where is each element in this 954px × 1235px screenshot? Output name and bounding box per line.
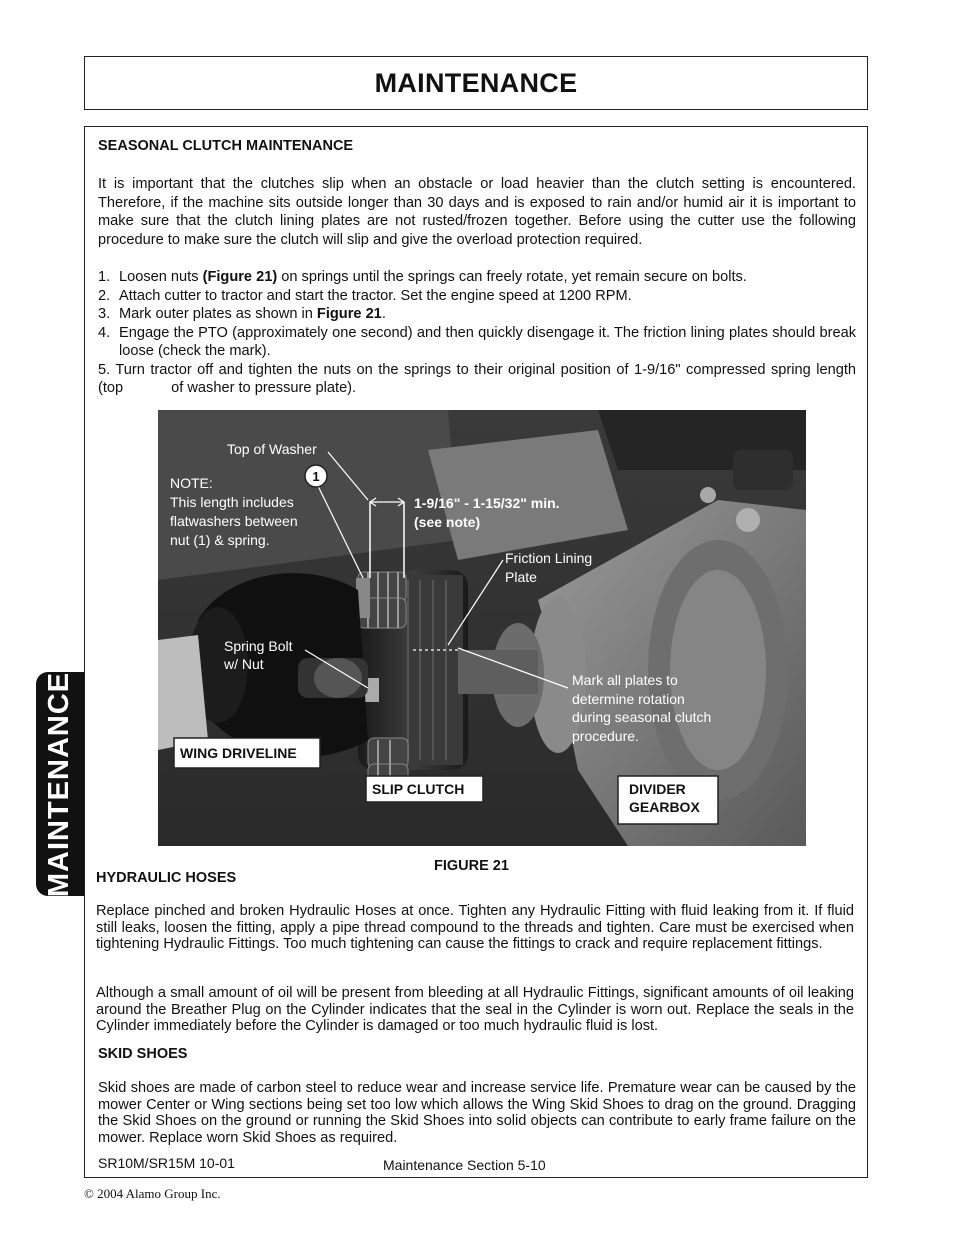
hydraulic-section-title: HYDRAULIC HOSES: [96, 870, 237, 886]
step-2: [98, 287, 856, 306]
label-mark-line-3: during seasonal clutch: [572, 709, 712, 725]
step-3: [98, 305, 856, 324]
skid-paragraph: Skid shoes are made of carbon steel to reduce wear and increase service life. Premature wear can be caused by the mower Center or Wing sections being set too low which allows the Wing Skid Shoes to drag on the ground. Dragging the Skid Shoes on the ground or running the Skid Shoes into solid objects can contribute to early frame failure on the mower. Replace worn Skid Shoes as required.: [98, 1080, 856, 1147]
step-text: Loosen nuts: [119, 269, 203, 285]
step-text: of washer to pressure plate).: [171, 380, 357, 396]
dimension-line-1: 1-9/16" - 1-15/32" min.: [414, 495, 560, 511]
box-divider-line-2: GEARBOX: [629, 799, 700, 815]
step-text: Engage the PTO (approximately one second) and then quickly disengage it. The friction lining plates should break loose (check the mark).: [119, 324, 856, 359]
callout-number: 1: [312, 469, 320, 484]
box-slip-clutch: SLIP CLUTCH: [372, 781, 465, 797]
step-number: 3.: [98, 306, 111, 322]
page-title: MAINTENANCE: [374, 67, 578, 98]
clutch-photo-illustration: [158, 410, 806, 846]
hydraulic-paragraph-2: Although a small amount of oil will be present from bleeding at all Hydraulic Fittings, significant amounts of oil leaking around the Breather Plug on the Cylinder indicates that the seal in the Cylinder is worn out. Replace the seals in the Cylinder immediately before the Cylinder is damaged or too much hydraulic fluid is lost.: [96, 985, 854, 1035]
step-text: Mark outer plates as shown in: [119, 306, 317, 322]
label-mark-line-1: Mark all plates to: [572, 672, 678, 688]
seasonal-intro: It is important that the clutches slip when an obstacle or load heavier than the clutch setting is encountered. Therefore, if the machine sits outside longer than 30 days and is exposed to rain and/or humid air it is important to make sure that the clutch lining plates are not rusted/frozen together. Before using the cutter use the following procedure to make sure the clutch will slip and give the overload protection required.: [98, 176, 856, 248]
figure-reference: Figure 21: [316, 306, 382, 322]
figure-reference: (Figure 21): [202, 269, 278, 285]
hydraulic-paragraph-1: Replace pinched and broken Hydraulic Hoses at once. Tighten any Hydraulic Fitting with fluid leaking from it. If fluid still leaks, loosen the fitting, apply a pipe thread compound to the threads and tighten. Care must be exercised when tightening Hydraulic Fittings. Too much tightening can cause the fittings to crack and require replacement fittings.: [96, 903, 854, 953]
seasonal-section-title: SEASONAL CLUTCH MAINTENANCE: [98, 138, 354, 154]
label-mark-line-4: procedure.: [572, 728, 639, 744]
label-mark-line-2: determine rotation: [572, 691, 685, 707]
step-1: [98, 268, 856, 287]
step-text: Attach cutter to tractor and start the tractor. Set the engine speed at 1200 RPM.: [119, 287, 632, 304]
step-5: [98, 361, 856, 398]
label-top-of-washer: Top of Washer: [227, 441, 317, 457]
box-wing-driveline: WING DRIVELINE: [180, 745, 297, 761]
copyright: © 2004 Alamo Group Inc.: [84, 1186, 221, 1201]
footer-model: SR10M/SR15M 10-01: [98, 1155, 235, 1171]
label-spring-bolt-line-2: w/ Nut: [224, 656, 264, 672]
footer-section: Maintenance Section 5-10: [383, 1157, 546, 1173]
label-friction-line-2: Plate: [505, 569, 537, 585]
note-line-3: flatwashers between: [170, 513, 298, 529]
step-number: 2.: [98, 287, 111, 304]
figure-caption: FIGURE 21: [434, 858, 509, 874]
side-tab: [36, 672, 84, 896]
note-line-1: NOTE:: [170, 475, 213, 491]
procedure-steps: [98, 268, 856, 398]
step-number: 4.: [98, 324, 111, 341]
note-line-4: nut (1) & spring.: [170, 532, 270, 548]
label-spring-bolt-line-1: Spring Bolt: [224, 638, 293, 654]
note-line-2: This length includes: [170, 494, 294, 510]
step-4: [98, 324, 856, 361]
skid-section-title: SKID SHOES: [98, 1046, 188, 1062]
dimension-line-2: (see note): [414, 514, 481, 530]
step-number: 1.: [98, 269, 111, 285]
figure-21-photo: [158, 410, 806, 846]
step-text: .: [381, 306, 386, 322]
box-divider-line-1: DIVIDER: [629, 781, 686, 797]
header-box: [84, 56, 868, 110]
label-friction-line-1: Friction Lining: [505, 550, 593, 566]
step-text: 5. Turn tractor off and tighten the nuts on the springs to their original position of 1-9/16" compressed spring length (top: [98, 361, 856, 396]
side-tab-label: MAINTENANCE: [43, 671, 76, 897]
step-text: on springs until the springs can freely rotate, yet remain secure on bolts.: [277, 269, 747, 285]
